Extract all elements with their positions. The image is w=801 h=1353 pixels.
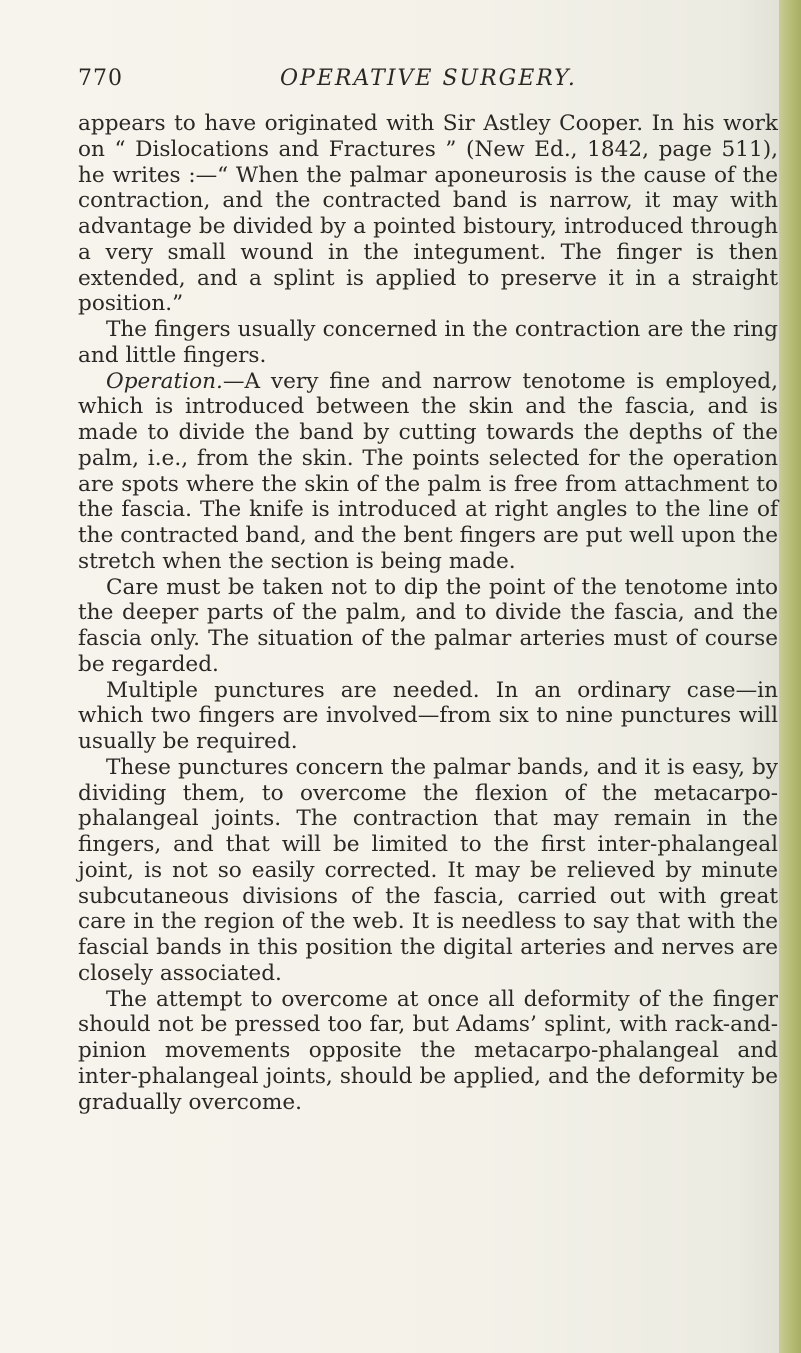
- paragraph-operation: [78, 369, 778, 575]
- operation-text: —A very fine and narrow tenotome is employed, which is introduced between the skin and the fascia, and is made to divide the band by cutting towards the depths of the palm, i.e., from the skin. The points selected for the operation are spots where the skin of the palm is free from attachment to the fascia. The knife is introduced at right angles to the line of the contracted band, and the bent fingers are put well upon the stretch when the section is being made.: [78, 368, 778, 574]
- page-header: [78, 66, 778, 100]
- operation-heading: Operation.: [106, 368, 223, 394]
- page-edge: [779, 0, 801, 1353]
- paragraph-care: Care must be taken not to dip the point of the tenotome into the deeper parts of the palm, and to divide the fascia, and the fascia only. The situation of the palmar arteries must of course be regarded.: [78, 574, 778, 677]
- paragraph-fingers-concerned: The fingers usually concerned in the contraction are the ring and little fingers.: [78, 317, 778, 368]
- running-head: OPERATIVE SURGERY.: [280, 66, 577, 91]
- paragraph-punctures-concern: These punctures concern the palmar bands, and it is easy, by dividing them, to overcome the flexion of the metacarpo-phalangeal joints. The contraction that may remain in the fingers, and that will be limited to the first inter-phalangeal joint, is not so easily corrected. It may be relieved by minute subcutaneous divisions of the fascia, carried out with great care in the region of the web. It is needless to say that with the fascial bands in this position the digital arteries and nerves are closely associated.: [78, 754, 778, 986]
- paragraph-cooper-quote: appears to have originated with Sir Astley Cooper. In his work on “ Dislocations and Fractures ” (New Ed., 1842, page 511), he writes :—“ When the palmar aponeurosis is the cause of the contraction, and the contracted band is narrow, it may with advantage be divided by a pointed bistoury, introduced through a very small wound in the integument. The finger is then extended, and a splint is applied to preserve it in a straight position.”: [78, 111, 778, 317]
- paragraph-attempt: The attempt to overcome at once all deformity of the finger should not be pressed too far, but Adams’ splint, with rack-and-pinion movements opposite the metacarpo-phalangeal and inter-phalangeal joints, should be applied, and the deformity be gradually overcome.: [78, 986, 778, 1115]
- body-text: [78, 111, 778, 1115]
- page-number: 770: [78, 66, 123, 91]
- paragraph-multiple-punctures: Multiple punctures are needed. In an ordinary case—in which two fingers are involved—from six to nine punctures will usually be required.: [78, 677, 778, 754]
